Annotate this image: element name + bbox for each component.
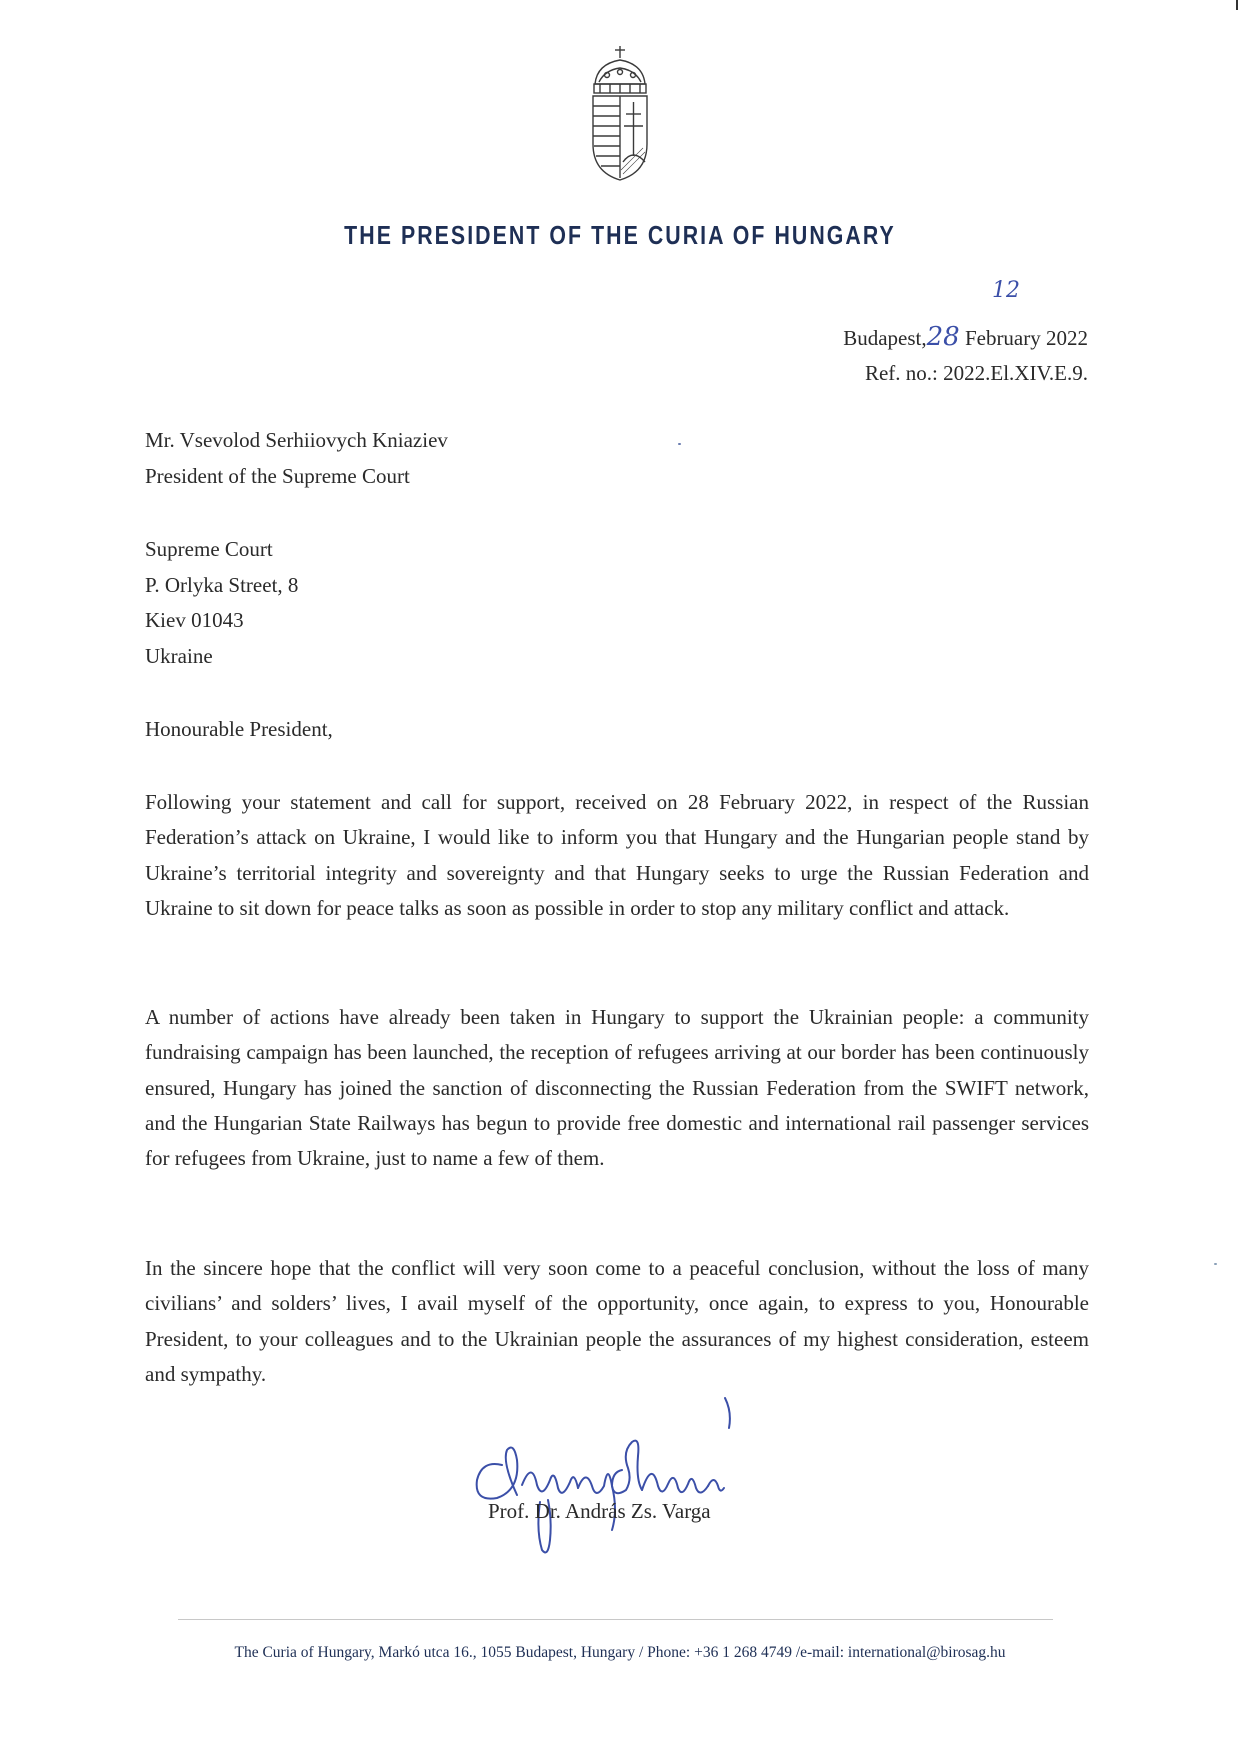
- body-paragraph: Following your statement and call for support, received on 28 February 2022, in respect of the Russian Federation’s attack on Ukraine, I would like to inform you that Hungary and the Hungarian people stand by Ukraine’s territorial integrity and sovereignty and that Hungary seeks to urge the Russian Federation and Ukraine to sit down for peace talks as soon as possible in order to stop any military conflict and attack.: [145, 790, 1089, 920]
- addressee-name: Mr. Vsevolod Serhiiovych Kniaziev: [145, 428, 448, 452]
- institution-heading: THE PRESIDENT OF THE CURIA OF HUNGARY: [344, 220, 896, 250]
- salutation: Honourable President,: [145, 717, 333, 741]
- body-paragraph: In the sincere hope that the conflict will very soon come to a peaceful conclusion, without the loss of many civilians’ and solders’ lives, I avail myself of the opportunity, once again, to express to you, Honourable President, to your colleagues and to the Ukrainian people the assurances of my highest consideration, esteem and sympathy.: [145, 1256, 1089, 1386]
- dateline: [843, 320, 1088, 391]
- address-line: Ukraine: [145, 643, 213, 668]
- address-line: Kiev 01043: [145, 608, 244, 632]
- signatory-name: Prof. Dr. András Zs. Varga: [488, 1499, 711, 1523]
- reference-number: Ref. no.: 2022.El.XIV.E.9.: [864, 361, 1088, 385]
- footer-divider: [178, 1619, 1053, 1620]
- ink-speck: [678, 443, 681, 445]
- addressee-title: President of the Supreme Court: [145, 463, 410, 488]
- handwritten-signature: [462, 1390, 752, 1565]
- scan-edge-mark: [1236, 0, 1238, 10]
- handwritten-day-note: 12: [992, 278, 1020, 303]
- hungary-coat-of-arms-icon: [585, 44, 655, 184]
- ink-speck: [1214, 1263, 1217, 1265]
- addressee-block: [145, 423, 448, 494]
- address-line: P. Orlyka Street, 8: [145, 572, 299, 597]
- date-month-year: February 2022: [964, 326, 1088, 350]
- date-line: [843, 320, 1088, 356]
- address-line: Supreme Court: [145, 537, 273, 561]
- footer-contact: The Curia of Hungary, Markó utca 16., 1055 Budapest, Hungary / Phone: +36 1 268 4749 /e-mail: international@birosag.hu: [234, 1644, 1006, 1661]
- handwritten-day: 28: [926, 322, 960, 352]
- date-city: Budapest,: [843, 326, 927, 350]
- body-paragraph: A number of actions have already been taken in Hungary to support the Ukrainian people: a community fundraising campaign has been launched, the reception of refugees arriving at our border has been continuously ensured, Hungary has joined the sanction of disconnecting the Russian Federation from the SWIFT network, and the Hungarian State Railways has begun to provide free domestic and international rail passenger services for refugees from Ukraine, just to name a few of them.: [145, 1005, 1089, 1171]
- address-block: [145, 532, 298, 674]
